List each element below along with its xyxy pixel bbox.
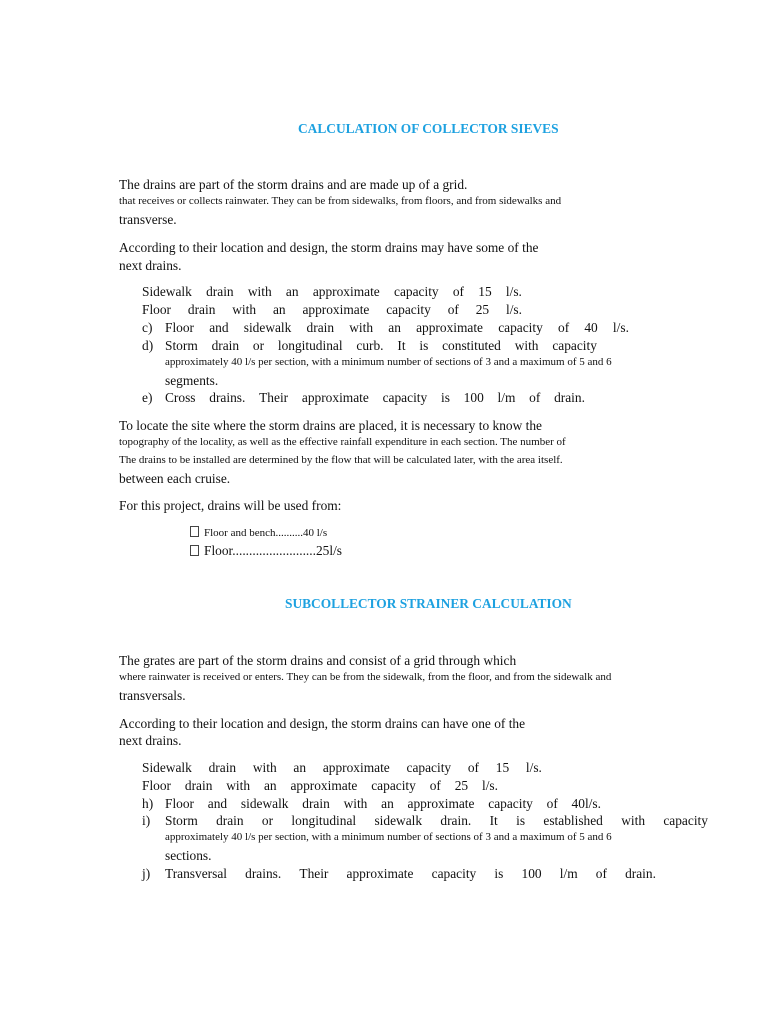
word: sidewalk: [374, 813, 423, 828]
word: approximate: [416, 320, 484, 335]
word: capacity: [371, 778, 416, 793]
word: is: [494, 866, 504, 881]
word: or: [261, 813, 274, 828]
word: approximate: [312, 284, 380, 299]
word: is: [419, 338, 429, 353]
list-marker-j: j): [142, 866, 151, 881]
word: with: [514, 338, 539, 353]
list-item-j: [165, 865, 656, 882]
word: an: [263, 778, 277, 793]
section2-title: SUBCOLLECTOR STRAINER CALCULATION: [285, 596, 572, 611]
text-line: next drains.: [119, 258, 182, 273]
word: sidewalk: [243, 320, 292, 335]
word: l/m: [497, 390, 516, 405]
text-line: next drains.: [119, 733, 182, 748]
word: approximate: [302, 302, 370, 317]
list-marker-e: e): [142, 390, 153, 405]
word: sidewalk: [240, 796, 289, 811]
word: l/s.: [612, 320, 629, 335]
word: l/s.: [525, 760, 542, 775]
list-item-e: [165, 389, 585, 406]
list-item-i-continuation: sections.: [165, 848, 212, 863]
word: is: [516, 813, 526, 828]
word: with: [232, 302, 257, 317]
word: drain.: [554, 390, 585, 405]
word: Floor: [142, 302, 172, 317]
word: capacity: [552, 338, 597, 353]
word: and: [209, 320, 229, 335]
list-item-b: [142, 301, 522, 318]
list-item-h: [165, 795, 601, 812]
word: longitudinal: [277, 338, 343, 353]
list-marker-c: c): [142, 320, 153, 335]
word: drain: [184, 778, 213, 793]
word: an: [272, 302, 286, 317]
word: with: [252, 760, 277, 775]
word: an: [293, 760, 307, 775]
word: 100: [521, 866, 542, 881]
word: l/m: [559, 866, 578, 881]
word: drains.: [245, 866, 282, 881]
word: drain: [306, 320, 335, 335]
word: 40: [584, 320, 598, 335]
word: It: [397, 338, 406, 353]
word: drain: [302, 796, 330, 811]
word: drain.: [625, 866, 656, 881]
word: drain.: [440, 813, 472, 828]
text-line: between each cruise.: [119, 471, 231, 486]
word: of: [452, 284, 465, 299]
word: capacity: [431, 866, 477, 881]
checkbox-icon: [190, 545, 199, 556]
word: of: [546, 796, 558, 811]
list-marker-d: d): [142, 338, 154, 353]
word: approximate: [322, 760, 390, 775]
word: Sidewalk: [142, 284, 192, 299]
list-item-d-continuation: segments.: [165, 373, 219, 388]
word: constituted: [442, 338, 501, 353]
word: with: [343, 796, 368, 811]
word: drain: [187, 302, 216, 317]
word: Floor: [165, 320, 195, 335]
word: of: [529, 390, 541, 405]
section1-para4: For this project, drains will be used from:: [119, 498, 342, 513]
list-marker-h: h): [142, 796, 154, 811]
word: capacity: [498, 320, 543, 335]
bullet-item: [190, 542, 342, 559]
word: an: [285, 284, 299, 299]
word: of: [447, 302, 459, 317]
word: with: [247, 284, 272, 299]
word: an: [388, 320, 401, 335]
word: longitudinal: [291, 813, 357, 828]
text-line: To locate the site where the storm drains are placed, it is necessary to know the: [119, 418, 542, 433]
word: drain: [206, 284, 234, 299]
word: l/s.: [505, 302, 522, 317]
word: with: [226, 778, 251, 793]
word: and: [207, 796, 228, 811]
word: of: [595, 866, 607, 881]
word: drain: [216, 813, 244, 828]
list-item-i: [165, 812, 708, 829]
text-line: topography of the locality, as well as the effective rainfall expenditure in each section. The number of: [119, 436, 566, 448]
word: or: [252, 338, 265, 353]
word: capacity: [382, 390, 428, 405]
word: Cross: [165, 390, 196, 405]
list-item-d-continuation: approximately 40 l/s per section, with a minimum number of sections of 3 and a maximum of 5 and 6: [165, 356, 612, 368]
bullet-item: [190, 525, 327, 542]
word: 100: [463, 390, 484, 405]
word: 15: [478, 284, 492, 299]
word: approximate: [407, 796, 475, 811]
text-line: that receives or collects rainwater. They can be from sidewalks, from floors, and from sidewalks and: [119, 195, 562, 207]
list-item-d: [165, 337, 597, 354]
list-item-f: [142, 759, 542, 776]
word: Their: [259, 390, 289, 405]
text-line: According to their location and design, the storm drains can have one of the: [119, 716, 526, 731]
list-item-i-continuation: approximately 40 l/s per section, with a minimum number of sections of 3 and a maximum of 5 and 6: [165, 831, 612, 843]
word: capacity: [394, 284, 439, 299]
word: Their: [299, 866, 329, 881]
word: established: [543, 813, 603, 828]
word: is: [440, 390, 450, 405]
word: l/s.: [481, 778, 498, 793]
list-marker-i: i): [142, 813, 151, 828]
section1-title: CALCULATION OF COLLECTOR SIEVES: [298, 121, 559, 136]
word: drains.: [209, 390, 246, 405]
list-item-g: [142, 777, 498, 794]
word: drain: [211, 338, 240, 353]
list-item-c: [165, 319, 629, 336]
word: It: [489, 813, 498, 828]
word: approximate: [346, 866, 414, 881]
word: Storm: [165, 338, 198, 353]
text-line: According to their location and design, the storm drains may have some of the: [119, 240, 539, 255]
word: capacity: [386, 302, 431, 317]
word: 15: [495, 760, 510, 775]
word: Floor: [142, 778, 172, 793]
word: curb.: [356, 338, 384, 353]
word: capacity: [406, 760, 452, 775]
word: of: [467, 760, 480, 775]
word: of: [429, 778, 441, 793]
word: an: [381, 796, 394, 811]
bullet-text: Floor and bench..........40 l/s: [204, 527, 328, 539]
word: Sidewalk: [142, 760, 192, 775]
word: 40l/s.: [571, 796, 601, 811]
list-item-a: [142, 283, 522, 300]
text-line: transverse.: [119, 212, 177, 227]
word: l/s.: [505, 284, 522, 299]
text-line: transversals.: [119, 688, 186, 703]
checkbox-icon: [190, 526, 199, 537]
word: with: [621, 813, 646, 828]
word: capacity: [488, 796, 533, 811]
text-line: The grates are part of the storm drains and consist of a grid through which: [119, 653, 517, 668]
word: Floor: [165, 796, 195, 811]
text-line: The drains to be installed are determined by the flow that will be calculated later, with the area itself.: [119, 454, 563, 466]
word: drain: [208, 760, 237, 775]
text-line: The drains are part of the storm drains and are made up of a grid.: [119, 177, 468, 192]
word: approximate: [290, 778, 358, 793]
word: 25: [475, 302, 490, 317]
text-line: where rainwater is received or enters. They can be from the sidewalk, from the floor, and from the sidewalk and: [119, 671, 612, 683]
word: 25: [454, 778, 469, 793]
word: capacity: [663, 813, 708, 828]
word: of: [558, 320, 570, 335]
word: approximate: [301, 390, 369, 405]
word: Storm: [165, 813, 198, 828]
word: Transversal: [165, 866, 227, 881]
bullet-text: Floor.........................25l/s: [204, 543, 343, 558]
word: with: [349, 320, 374, 335]
